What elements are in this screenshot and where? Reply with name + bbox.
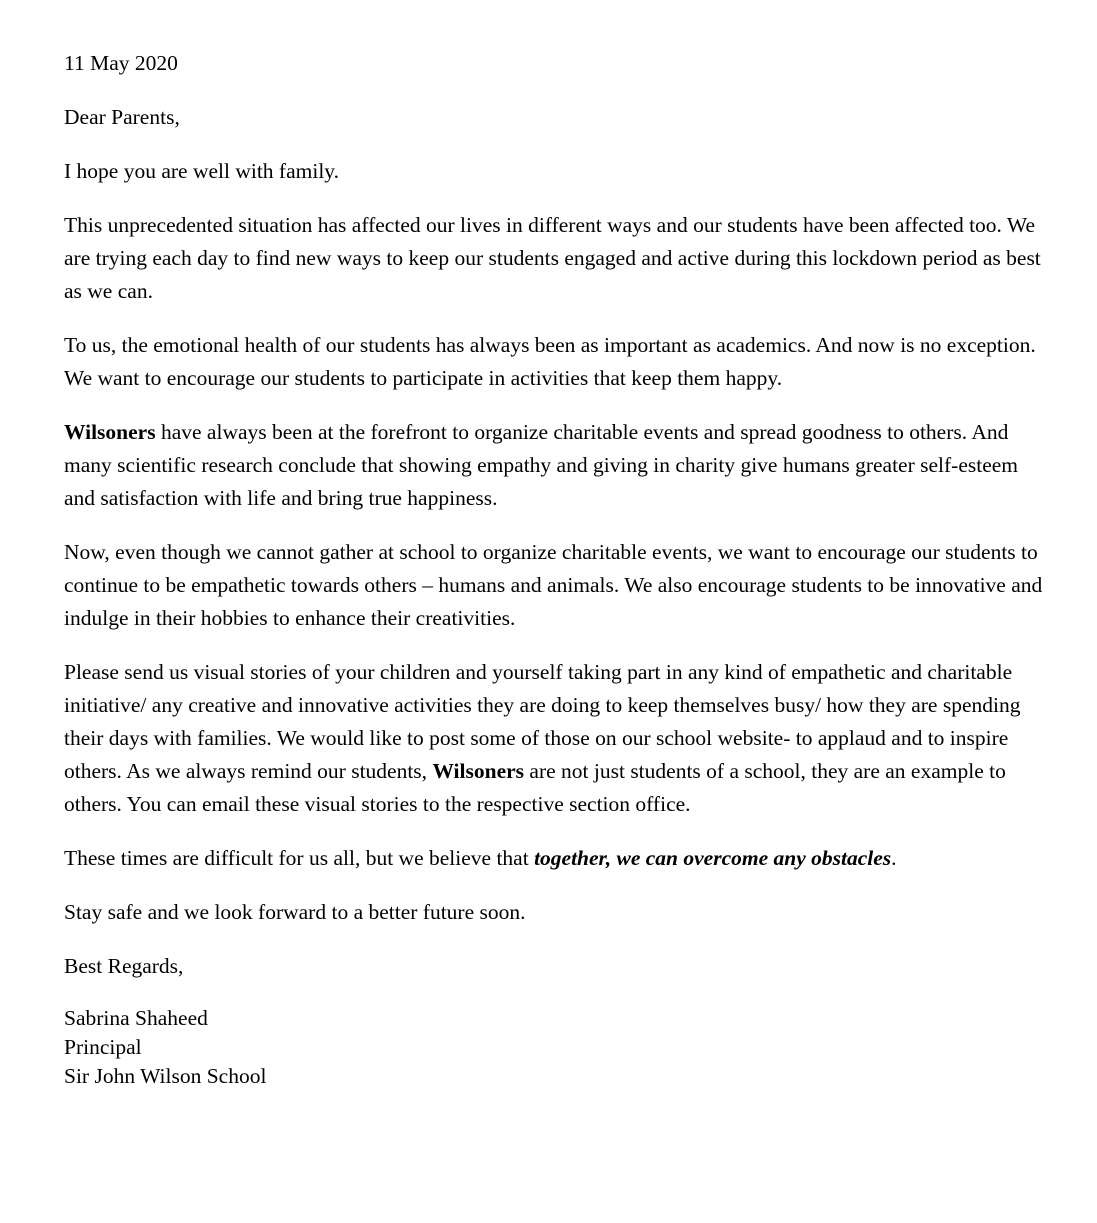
letter-date: 11 May 2020 [64,51,178,75]
signer-title: Principal [64,1035,142,1059]
paragraph-visual-stories [64,656,1044,821]
signer-name: Sabrina Shaheed [64,1006,208,1030]
signature-block [64,1004,1044,1091]
paragraph-together [64,842,1044,875]
paragraph-visual-stories-text-2: are not just students of a school, they are an example to others. You can email these visual stories to the respective section office. [64,759,1006,816]
paragraph-together-end: . [891,846,897,870]
paragraph-situation: This unprecedented situation has affected our lives in different ways and our students have been affected too. We are trying each day to find new ways to keep our students engaged and active during this lockdown period as best as we can. [64,213,1041,303]
paragraph-emotional-health: To us, the emotional health of our students has always been as important as academics. And now is no exception. We want to encourage our students to participate in activities that keep them happy. [64,333,1036,390]
paragraph-greeting: I hope you are well with family. [64,159,340,183]
paragraph-charity [64,416,1044,515]
salutation: Dear Parents, [64,105,180,129]
school-name: Sir John Wilson School [64,1064,267,1088]
paragraph-empathy: Now, even though we cannot gather at school to organize charitable events, we want to encourage our students to continue to be empathetic towards others – humans and animals. We also encourage students to be innovative and indulge in their hobbies to enhance their creativities. [64,540,1043,630]
paragraph-together-text: These times are difficult for us all, but we believe that [64,846,535,870]
wilsoners-bold: Wilsoners [64,420,156,444]
paragraph-visual-stories-text-1: Please send us visual stories of your children and yourself taking part in any kind of empathetic and charitable initiative/ any creative and innovative activities they are doing to keep themselves busy/ how they are spending their days with families. We would like to post some of those on our school website- to applaud and to inspire others. As we always remind our students, [64,660,1021,783]
wilsoners-bold-2: Wilsoners [432,759,525,783]
paragraph-charity-text: have always been at the forefront to organize charitable events and spread goodness to others. And many scientific research conclude that showing empathy and giving in charity give humans greater self-esteem and satisfaction with life and bring true happiness. [64,420,1019,510]
together-emphasis: together, we can overcome any obstacles [534,846,892,870]
paragraph-stay-safe: Stay safe and we look forward to a better future soon. [64,900,526,924]
letter-body [64,47,1044,1091]
closing: Best Regards, [64,954,184,978]
